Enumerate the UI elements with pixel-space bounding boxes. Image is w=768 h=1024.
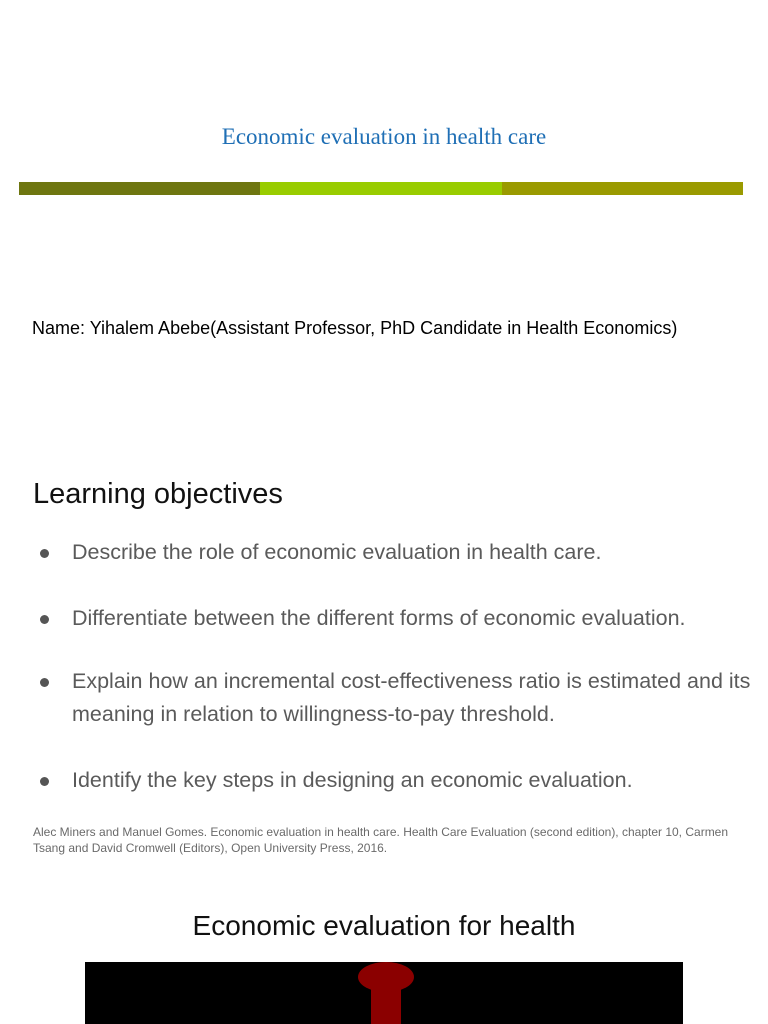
bullet-icon [40,615,49,624]
objective-text: Differentiate between the different forms of economic evaluation. [72,606,686,630]
next-slide-title: Economic evaluation for health [192,910,576,941]
title-bar-segment-lime [260,182,501,195]
pillar-head [358,962,414,992]
objective-text: Describe the role of economic evaluation in health care. [72,540,602,564]
dark-image-panel [85,962,683,1024]
objective-item [32,536,752,569]
title-underline-bar [19,182,743,195]
bullet-icon [40,678,49,687]
bullet-icon [40,549,49,558]
objective-item [32,602,752,635]
objective-text: Identify the key steps in designing an economic evaluation. [72,768,633,792]
author-line: Name: Yihalem Abebe(Assistant Professor, PhD Candidate in Health Economics) [32,318,678,338]
slide-title: Economic evaluation in health care [221,124,547,149]
title-bar-segment-olive [502,182,743,195]
reference-citation: Alec Miners and Manuel Gomes. Economic evaluation in health care. Health Care Evaluation (second edition), chapter 10, Carmen Tsang and David Cromwell (Editors), Open University Press, 2016. [33,825,729,855]
objectives-list [32,536,752,797]
dark-red-pillar-icon [85,962,683,1024]
title-bar-segment-dark-olive [19,182,260,195]
objective-text: Explain how an incremental cost-effectiveness ratio is estimated and its meaning in relation to willingness-to-pay threshold. [72,669,751,726]
learning-objectives-heading: Learning objectives [33,478,283,510]
objective-item [32,764,752,797]
bullet-icon [40,777,49,786]
objective-item [32,665,752,731]
